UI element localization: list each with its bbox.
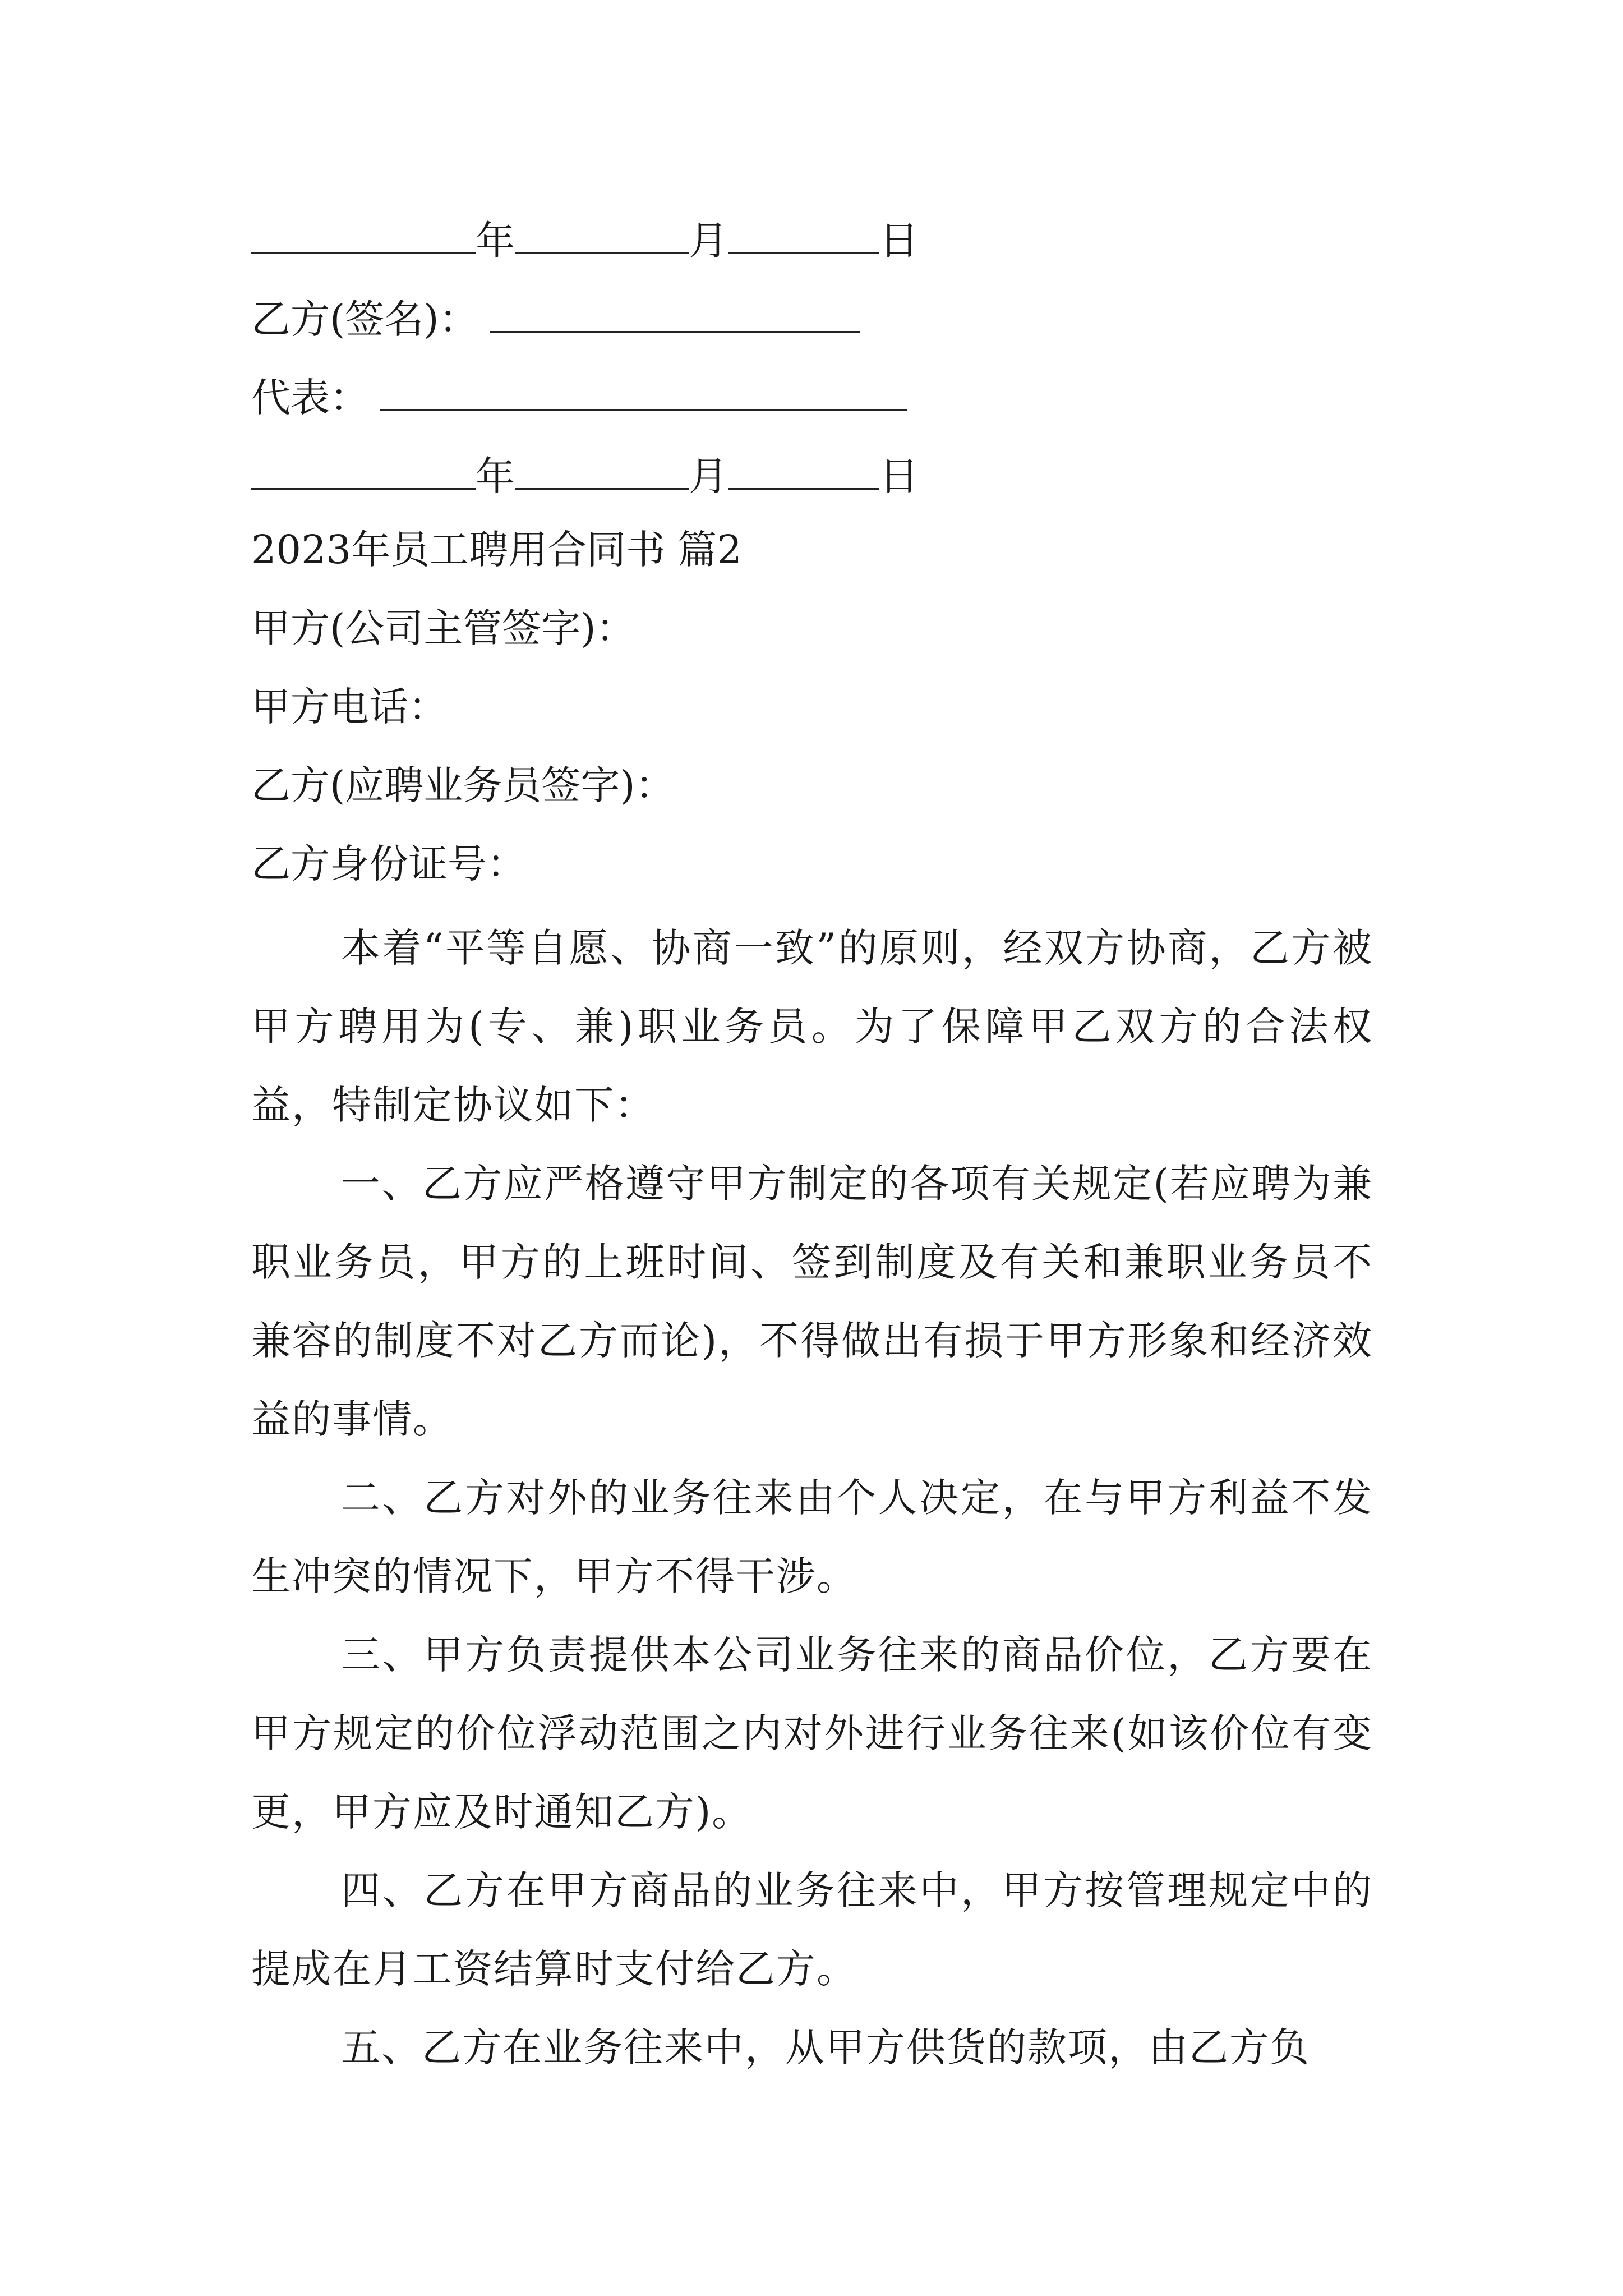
representative-label: 代表： <box>251 375 369 421</box>
party-b-sign-label: 乙方(签名)： <box>251 296 478 342</box>
date-line-2 <box>251 443 1373 504</box>
day-blank <box>728 208 879 254</box>
party-a-label: 甲方(公司主管签字)： <box>251 605 635 651</box>
month-label: 月 <box>689 218 728 264</box>
party-a-phone-label: 甲方电话： <box>251 684 448 730</box>
date-line-1 <box>251 208 1373 269</box>
day-label: 日 <box>879 453 919 499</box>
clause-1: 一、乙方应严格遵守甲方制定的各项有关规定(若应聘为兼职业务员，甲方的上班时间、签到制度及有关和兼职业务员不兼容的制度不对乙方而论)，不得做出有损于甲方形象和经济效益的事情。 <box>251 1161 1373 1442</box>
party-b-signature-line <box>251 286 1373 347</box>
contract-title: 2023年员工聘用合同书 篇2 <box>251 527 742 573</box>
representative-line <box>251 365 1373 426</box>
clause-4: 四、乙方在甲方商品的业务往来中，甲方按管理规定中的提成在月工资结算时支付给乙方。 <box>251 1867 1373 1992</box>
representative-blank <box>380 365 907 411</box>
intro-paragraph: 本着“平等自愿、协商一致”的原则，经双方协商，乙方被甲方聘用为(专、兼)职业务员。为了保障甲乙双方的合法权益，特制定协议如下： <box>251 925 1373 1128</box>
clause-5: 五、乙方在业务往来中，从甲方供货的款项，由乙方负 <box>341 2024 1310 2070</box>
month-blank <box>515 208 689 254</box>
year-label: 年 <box>476 218 515 264</box>
party-b-label: 乙方(应聘业务员签字)： <box>251 762 675 808</box>
day-blank <box>728 443 879 490</box>
year-label: 年 <box>476 453 515 499</box>
party-b-id-label: 乙方身份证号： <box>251 841 526 887</box>
signature-blank <box>490 286 860 333</box>
clause-3: 三、甲方负责提供本公司业务往来的商品价位，乙方要在甲方规定的价位浮动范围之内对外进行业务往来(如该价位有变更，甲方应及时通知乙方)。 <box>251 1632 1373 1835</box>
year-blank <box>251 208 476 254</box>
month-blank <box>515 443 689 490</box>
month-label: 月 <box>689 453 728 499</box>
clause-2: 二、乙方对外的业务往来由个人决定，在与甲方利益不发生冲突的情况下，甲方不得干涉。 <box>251 1475 1373 1599</box>
day-label: 日 <box>879 218 919 264</box>
year-blank <box>251 443 476 490</box>
